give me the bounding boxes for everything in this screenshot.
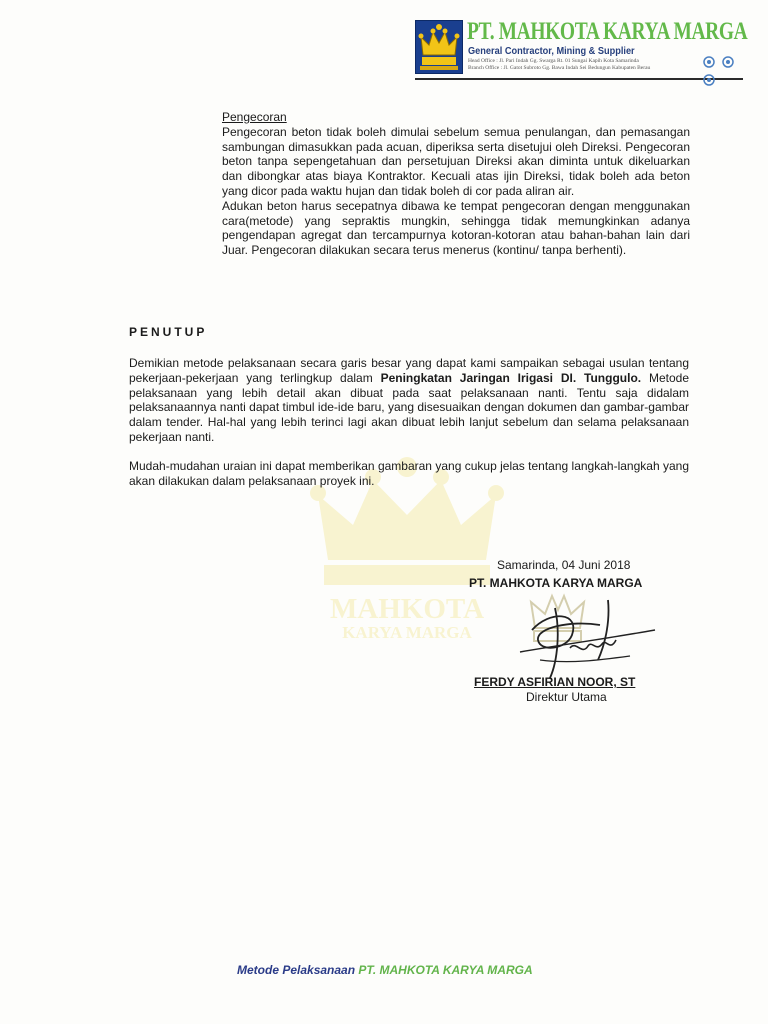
handwritten-signature [510,590,660,685]
pengecoran-heading: Pengecoran [222,110,287,124]
branch-office-address: Branch Office : Jl. Gatot Subroto Gg. Bawa Indah Sei Bedungun Kabupaten Berau [468,65,651,71]
footer-label: Metode Pelaksanaan [237,963,356,977]
pengecoran-paragraph-2: Adukan beton harus secepatnya dibawa ke tempat pengecoran dengan menggunakan cara(metode) yang sepraktis mungkin, sehingga tidak memungkinkan adanya pengendapan agregat dan tercampurnya kotoran-kotoran atau bahan-bahan lain dari Juar. Pengecoran dilakukan secara terus menerus (kontinu/ tanpa berhenti). [222,198,690,258]
page-footer [237,963,533,977]
watermark-line2: KARYA MARGA [342,623,472,642]
watermark-line1: MAHKOTA [329,593,485,625]
penutup-paragraph-2: Mudah-mudahan uraian ini dapat memberikan gambaran yang cukup jelas tentang langkah-langkah yang akan dilakukan dalam pelaksanaan proyek ini. [129,458,689,488]
penutup-p1-text-b: Metode pelaksanaan yang lebih detail akan dibuat pada saat pelaksanaan nanti. Tentu saja didalam pelaksanaannya nanti dapat timbul ide-ide baru, yang disesuaikan dengan dokumen dan gambar-gambar dalam tender. Hal-hal yang lebih terinci lagi akan dibuat lebih lanjut sebelum dan selama pelaksanaan pekerjaan nanti. [129,370,690,444]
penutup-paragraph-1 [129,356,689,445]
place-date: Samarinda, 04 Juni 2018 [497,558,631,572]
crown-icon [416,21,462,73]
pengecoran-section [222,110,690,258]
certification-icons [703,55,743,91]
project-name: Peningkatan Jaringan Irigasi DI. Tunggulo. [380,370,642,385]
signing-company: PT. MAHKOTA KARYA MARGA [469,576,643,590]
signatory-title: Direktur Utama [526,690,607,704]
pengecoran-paragraph-1: Pengecoran beton tidak boleh dimulai sebelum semua penulangan, dan pemasangan sambungan dimasukkan pada acuan, diperiksa serta disetujui oleh Direksi. Pengecoran beton tanpa sepengetahuan dan persetujuan Direksi akan diminta untuk dikeluarkan dan dibongkar atas biaya Kontraktor. Kecuali atas ijin Direksi, tidak boleh ada beton yang dicor pada waktu hujan dan tidak boleh di cor pada aliran air. [222,124,690,198]
company-name: PT. MAHKOTA KARYA MARGA [467,18,748,45]
penutup-section [129,356,689,488]
signatory-name: FERDY ASFIRIAN NOOR, ST [474,675,636,689]
footer-company: PT. MAHKOTA KARYA MARGA [358,963,533,977]
head-office-address: Head Office : Jl. Pari Indah Gg. Swarga Rt. 01 Sungai Kapih Kota Samarinda [468,58,639,64]
letterhead [415,18,748,80]
penutup-heading: PENUTUP [129,325,208,339]
cert-icon [722,55,734,73]
cert-icon [703,73,715,91]
penutup-p1-text-a: Demikian metode pelaksanaan secara garis besar yang dapat kami sampaikan sebagai usulan tentang pekerjaan-pekerjaan yang terlingkup dalam [129,356,689,385]
cert-icon [703,55,715,73]
company-tagline: General Contractor, Mining & Supplier [468,46,635,57]
crown-logo [415,20,463,74]
